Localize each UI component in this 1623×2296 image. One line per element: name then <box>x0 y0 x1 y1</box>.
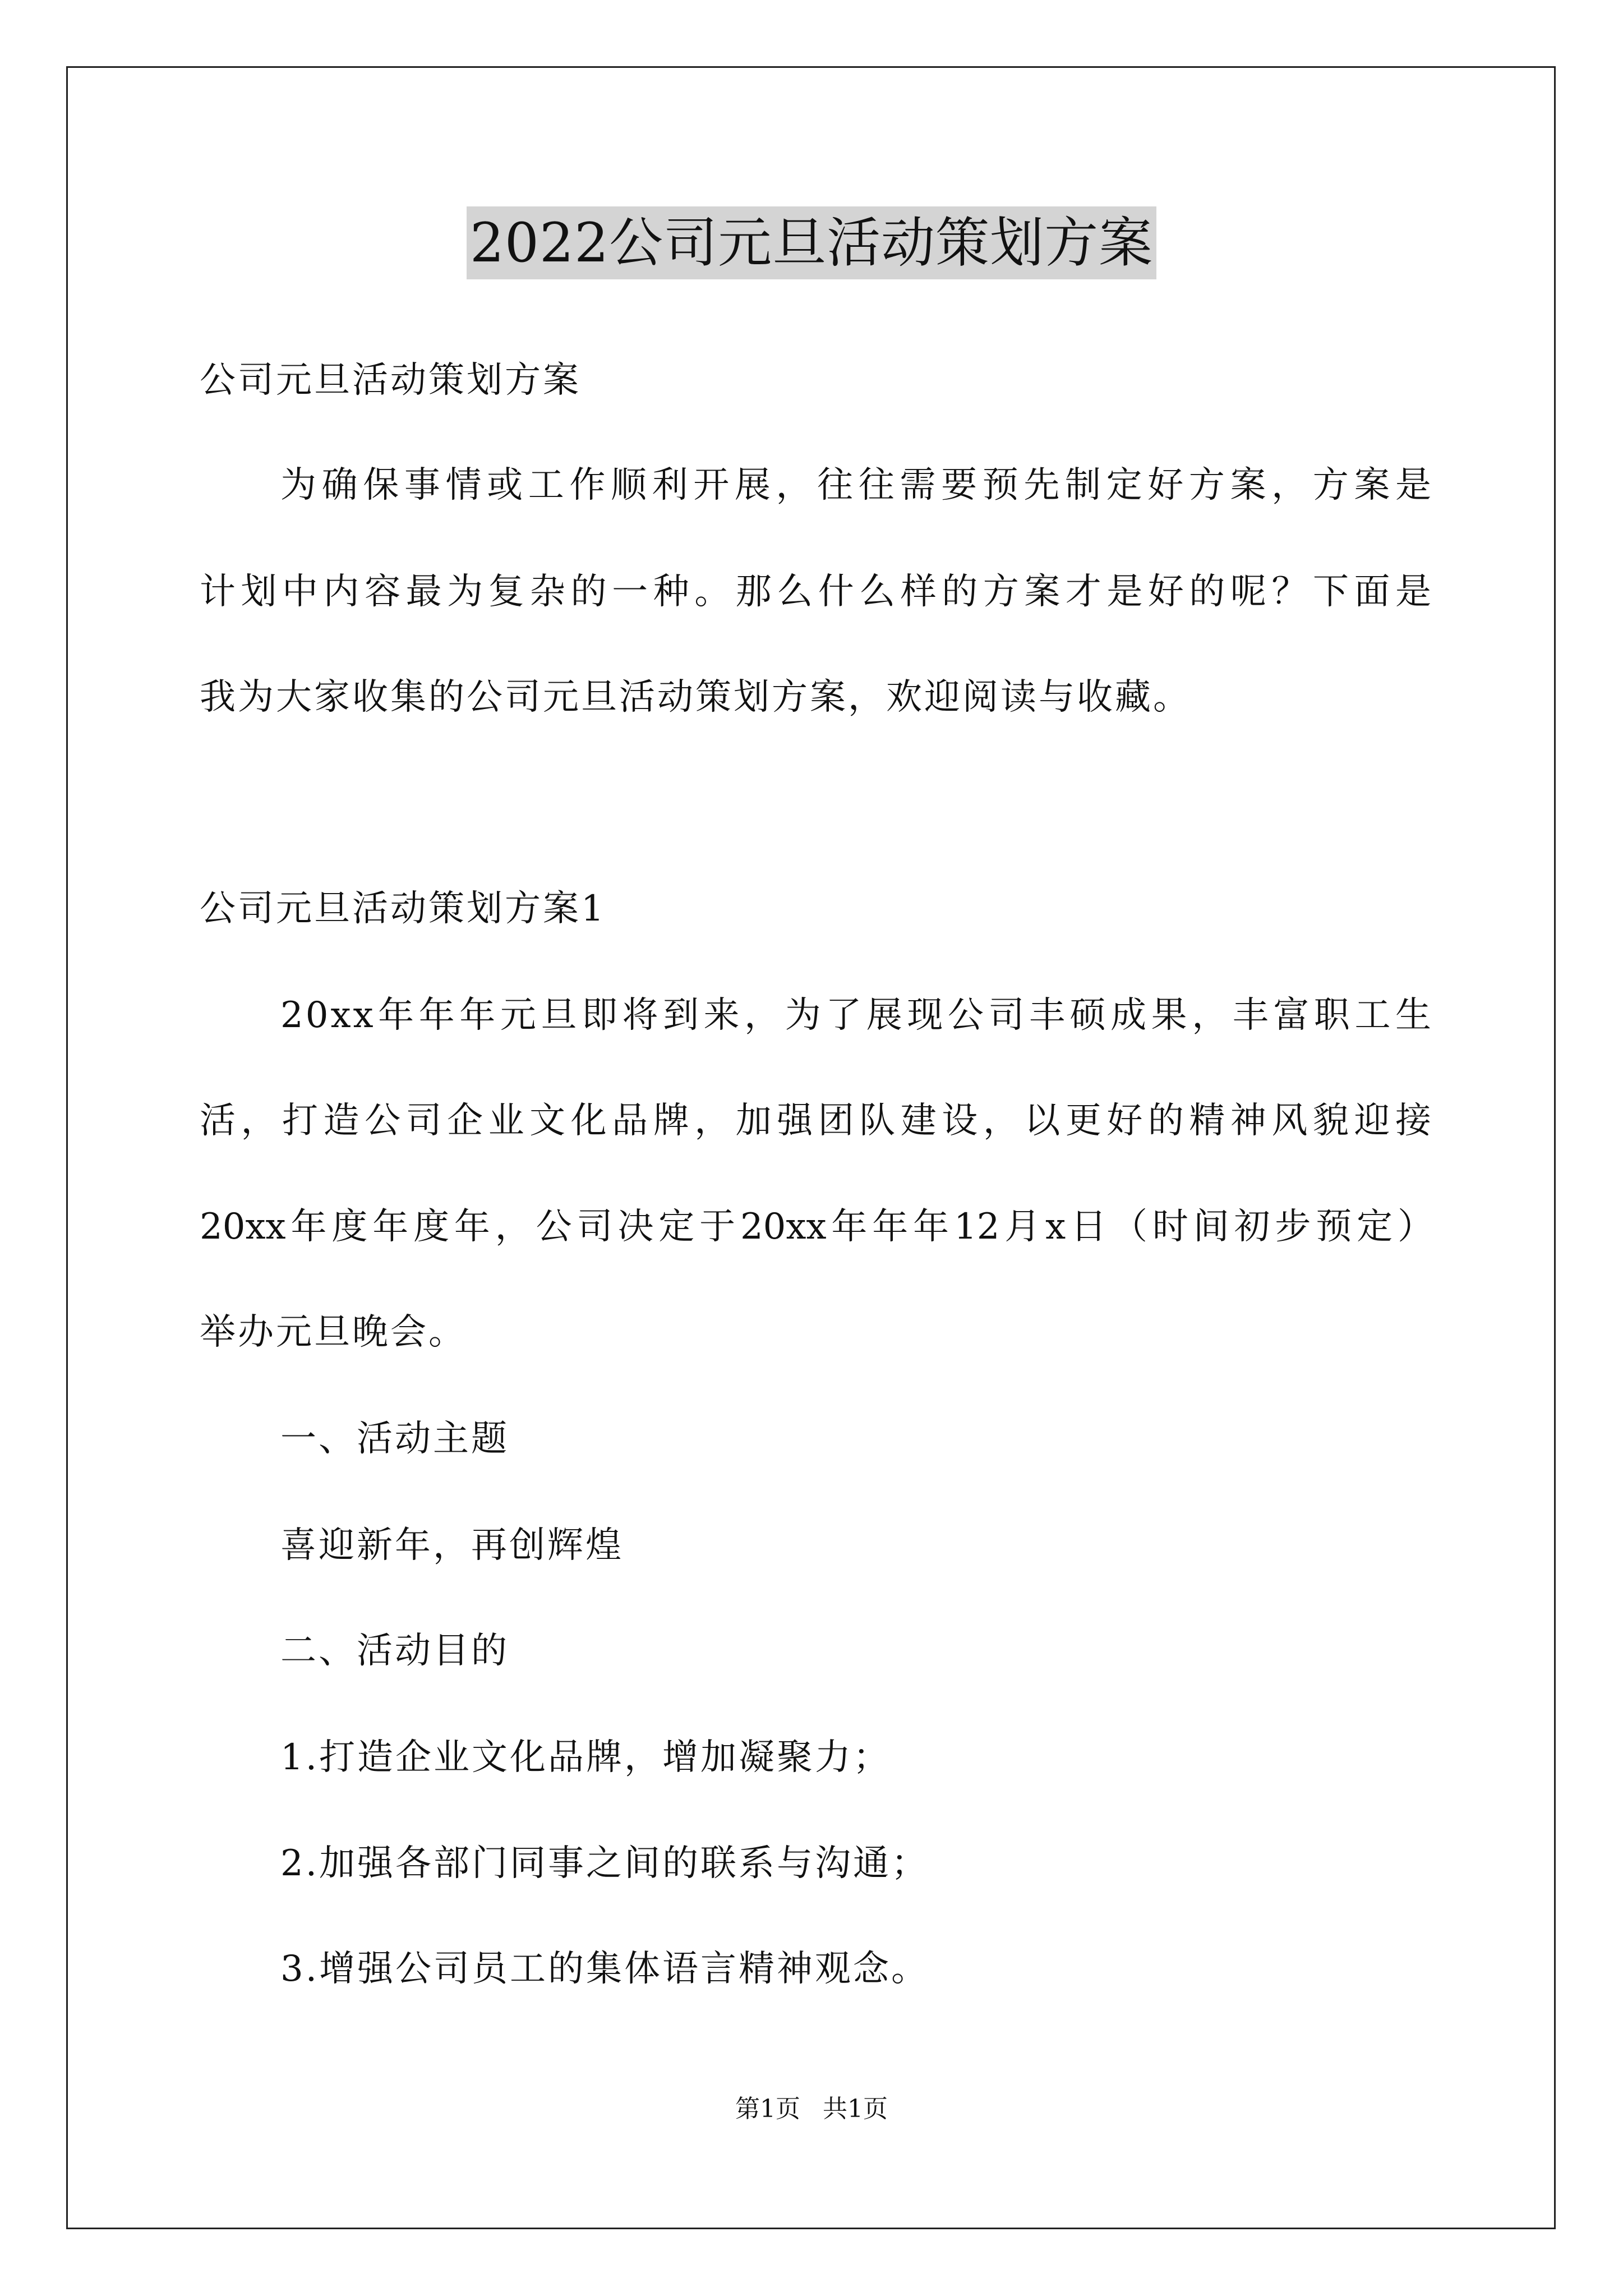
theme-heading: 一、活动主题 <box>280 1418 509 1460</box>
body-line-3: 20xx年度年度年，公司决定于20xx年年年12月x日（时间初步预定） <box>200 1206 1433 1248</box>
document-subtitle: 公司元旦活动策划方案 <box>200 360 581 401</box>
intro-line-3: 我为大家收集的公司元旦活动策划方案，欢迎阅读与收藏。 <box>200 677 1191 718</box>
purpose-item-1: 1.打造企业文化品牌，增加凝聚力； <box>280 1737 892 1778</box>
body-line-4: 举办元旦晚会。 <box>200 1312 467 1353</box>
page-total: 共1页 <box>823 2095 888 2123</box>
purpose-heading: 二、活动目的 <box>280 1630 509 1672</box>
intro-line-1: 为确保事情或工作顺利开展，往往需要预先制定好方案，方案是 <box>280 464 1433 506</box>
page-number: 第1页 <box>735 2095 800 2123</box>
intro-line-2: 计划中内容最为复杂的一种。那么什么样的方案才是好的呢？下面是 <box>200 571 1433 613</box>
body-line-2: 活，打造公司企业文化品牌，加强团队建设，以更好的精神风貌迎接 <box>200 1100 1433 1142</box>
document-title: 2022公司元旦活动策划方案 <box>467 206 1156 279</box>
page-footer <box>0 2092 1623 2126</box>
purpose-item-2: 2.加强各部门同事之间的联系与沟通； <box>280 1843 930 1884</box>
section-heading: 公司元旦活动策划方案1 <box>200 888 606 930</box>
purpose-item-3: 3.增强公司员工的集体语言精神观念。 <box>280 1948 930 1990</box>
body-line-1: 20xx年年年元旦即将到来，为了展现公司丰硕成果，丰富职工生 <box>280 995 1433 1036</box>
theme-text: 喜迎新年，再创辉煌 <box>280 1525 624 1566</box>
title-container <box>0 206 1623 279</box>
